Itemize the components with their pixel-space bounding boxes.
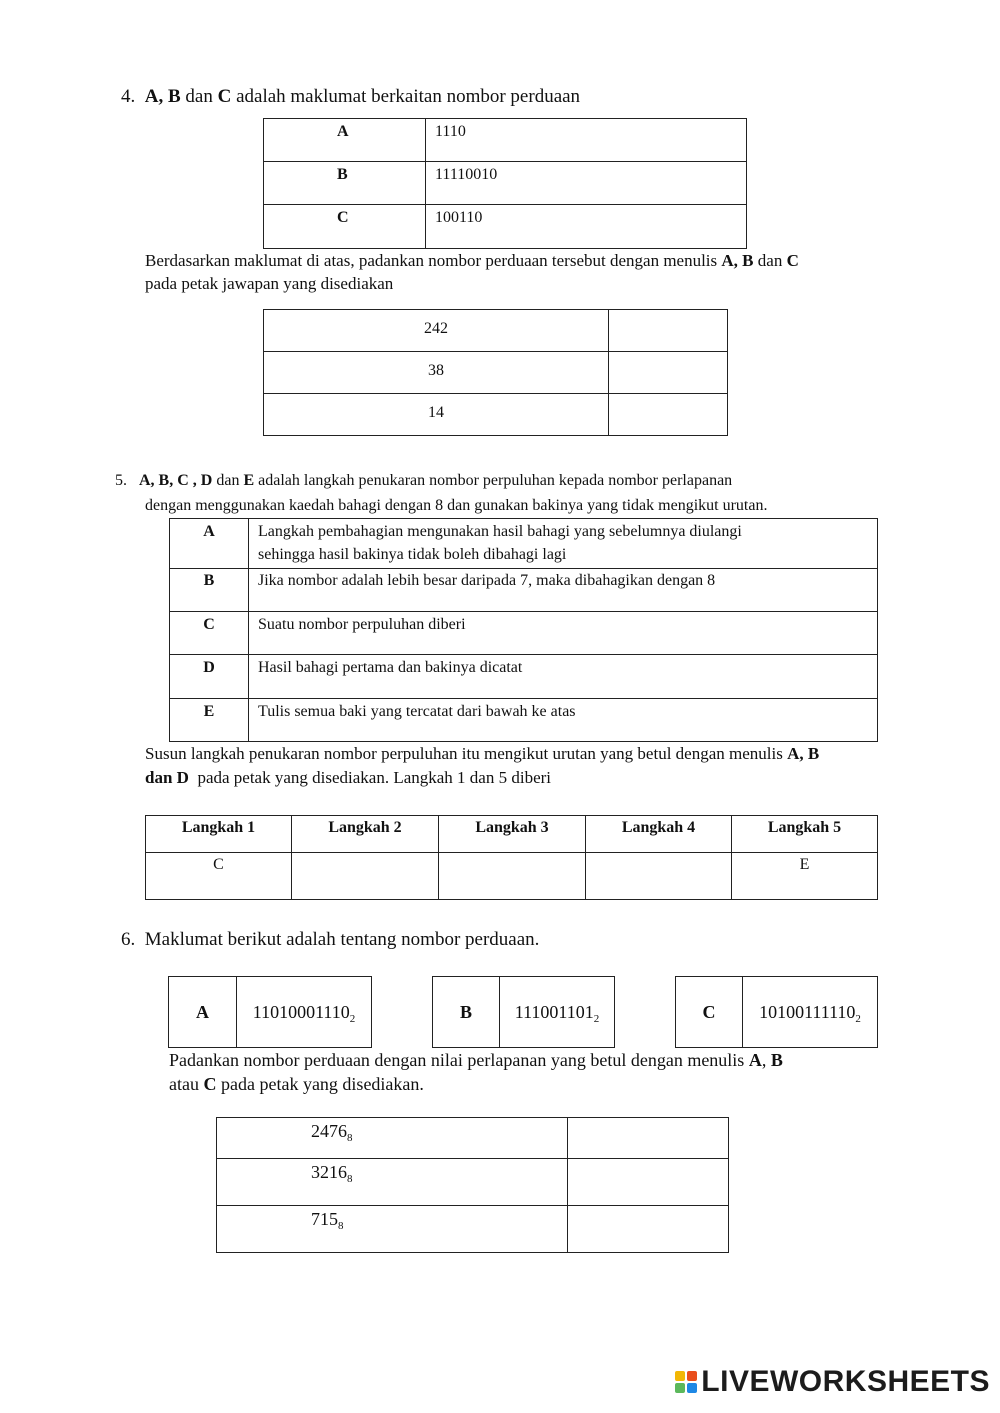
table-header-cell: Langkah 4 (585, 815, 732, 853)
table-cell: Suatu nombor perpuluhan diberi (248, 611, 878, 655)
answer-box[interactable] (608, 351, 728, 394)
table-cell: C (169, 611, 249, 655)
answer-box[interactable] (608, 309, 728, 352)
table-cell: $111001101_2$ (499, 976, 615, 1048)
table-header-cell: Langkah 5 (731, 815, 878, 853)
liveworksheets-logo[interactable] (675, 1365, 990, 1399)
table-cell: 100110 (425, 204, 747, 249)
answer-box[interactable] (567, 1158, 729, 1206)
table-cell: $3216_8$ (216, 1158, 568, 1206)
table-cell: 14 (263, 393, 609, 436)
q4-number: 4. (121, 86, 136, 107)
answer-box[interactable] (567, 1205, 729, 1253)
logo-square (675, 1371, 685, 1381)
step-cell: C (145, 852, 292, 900)
table-cell: 11110010 (425, 161, 747, 205)
answer-box[interactable] (608, 393, 728, 436)
table-cell: $10100111110_2$ (742, 976, 878, 1048)
liveworksheets-logo-icon (675, 1371, 697, 1393)
q6-number: 6. (121, 929, 136, 950)
table-cell: $11010001110_2$ (236, 976, 372, 1048)
answer-box[interactable] (585, 852, 732, 900)
table-cell: C (263, 204, 426, 249)
table-cell: Langkah pembahagian mengunakan hasil bahagi yang sebelumnya diulangi sehingga hasil bakinya tidak boleh dibahagi lagi (248, 518, 878, 569)
table-cell: A (169, 518, 249, 569)
logo-square (675, 1383, 685, 1393)
q5-instruction-line1: Susun langkah penukaran nombor perpuluhan itu mengikut urutan yang betul dengan menulis A, B (145, 744, 820, 763)
table-cell: E (169, 698, 249, 742)
table-cell: $2476_8$ (216, 1117, 568, 1159)
table-header-cell: Langkah 3 (438, 815, 586, 853)
table-cell: Tulis semua baki yang tercatat dari bawah ke atas (248, 698, 878, 742)
answer-box[interactable] (438, 852, 586, 900)
q4-intro: 4. A, B dan C adalah maklumat berkaitan nombor perduaan (121, 86, 581, 107)
table-cell: A (168, 976, 237, 1048)
table-cell: B (169, 568, 249, 612)
answer-box[interactable] (567, 1117, 729, 1159)
table-cell: $715_8$ (216, 1205, 568, 1253)
table-cell: 38 (263, 351, 609, 394)
q5-intro-line1: 5. A, B, C , D dan E adalah langkah penukaran nombor perpuluhan kepada nombor perlapanan (115, 472, 733, 489)
q5-number: 5. (115, 472, 127, 489)
table-cell: 1110 (425, 118, 747, 162)
q5-intro-line2: dengan menggunakan kaedah bahagi dengan 8 dan gunakan bakinya yang tidak mengikut urutan. (145, 497, 768, 514)
table-cell: D (169, 654, 249, 699)
logo-square (687, 1371, 697, 1381)
table-cell: C (675, 976, 743, 1048)
step-cell: E (731, 852, 878, 900)
table-header-cell: Langkah 1 (145, 815, 292, 853)
q6-instruction-line1: Padankan nombor perduaan dengan nilai perlapanan yang betul dengan menulis A, B (169, 1050, 783, 1070)
q4-instruction-line2: pada petak jawapan yang disediakan (145, 274, 394, 293)
table-cell: 242 (263, 309, 609, 352)
answer-box[interactable] (291, 852, 439, 900)
q5-instruction-line2: dan D pada petak yang disediakan. Langkah 1 dan 5 diberi (145, 768, 552, 787)
q6-instruction-line2: atau C pada petak yang disediakan. (169, 1074, 424, 1094)
logo-text: LIVEWORKSHEETS (701, 1365, 990, 1398)
logo-square (687, 1383, 697, 1393)
table-cell: B (432, 976, 500, 1048)
table-cell: B (263, 161, 426, 205)
q4-instruction-line1: Berdasarkan maklumat di atas, padankan nombor perduaan tersebut dengan menulis A, B dan C (145, 251, 799, 270)
table-cell: A (263, 118, 426, 162)
table-cell: Hasil bahagi pertama dan bakinya dicatat (248, 654, 878, 699)
table-header-cell: Langkah 2 (291, 815, 439, 853)
q6-intro: 6. Maklumat berikut adalah tentang nombor perduaan. (121, 929, 540, 950)
table-cell: Jika nombor adalah lebih besar daripada 7, maka dibahagikan dengan 8 (248, 568, 878, 612)
